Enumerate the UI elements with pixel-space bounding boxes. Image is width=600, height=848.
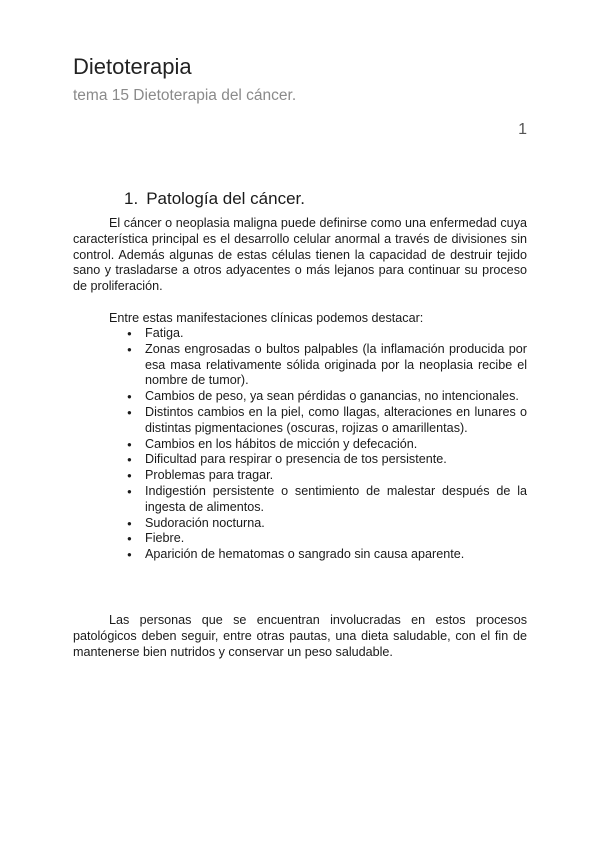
list-item: ● Dificultad para respirar o presencia de tos persistente.: [145, 452, 527, 468]
list-item: ● Problemas para tragar.: [145, 468, 527, 484]
intro-paragraph: El cáncer o neoplasia maligna puede definirse como una enfermedad cuya característica principal es el desarrollo celular anormal a través de divisiones sin control. Además algunas de estas células tienen la capacidad de destruir tejido sano y trasladarse a otros adyacentes o más lejanos para continuar su proceso de proliferación.: [73, 216, 527, 294]
list-item: ● Cambios en los hábitos de micción y defecación.: [145, 437, 527, 453]
document-title: Dietoterapia: [73, 54, 192, 79]
closing-paragraph: Las personas que se encuentran involucradas en estos procesos patológicos deben seguir, entre otras pautas, una dieta saludable, con el fin de mantenerse bien nutridos y conservar un peso saludable.: [73, 613, 527, 659]
list-item: ● Distintos cambios en la piel, como llagas, alteraciones en lunares o distintas pigmentaciones (oscuras, rojizas o amarillentas).: [145, 405, 527, 437]
page-number: 1: [518, 121, 527, 138]
list-item: ● Aparición de hematomas o sangrado sin causa aparente.: [145, 547, 527, 563]
list-item: ● Sudoración nocturna.: [145, 516, 527, 532]
section-heading: [124, 189, 305, 209]
symptom-list: [145, 326, 527, 563]
document-subtitle: tema 15 Dietoterapia del cáncer.: [73, 87, 297, 104]
list-item: ● Fiebre.: [145, 531, 527, 547]
section-title: Patología del cáncer.: [146, 189, 305, 208]
list-item: ● Cambios de peso, ya sean pérdidas o ganancias, no intencionales.: [145, 389, 527, 405]
list-item: ● Indigestión persistente o sentimiento de malestar después de la ingesta de alimentos.: [145, 484, 527, 516]
section-number: 1.: [124, 189, 139, 208]
list-intro-paragraph: Entre estas manifestaciones clínicas podemos destacar:: [109, 311, 424, 325]
list-item: ● Zonas engrosadas o bultos palpables (la inflamación producida por esa masa relativamente sólida originada por la neoplasia recibe el nombre de tumor).: [145, 342, 527, 389]
list-item: ● Fatiga.: [145, 326, 527, 342]
